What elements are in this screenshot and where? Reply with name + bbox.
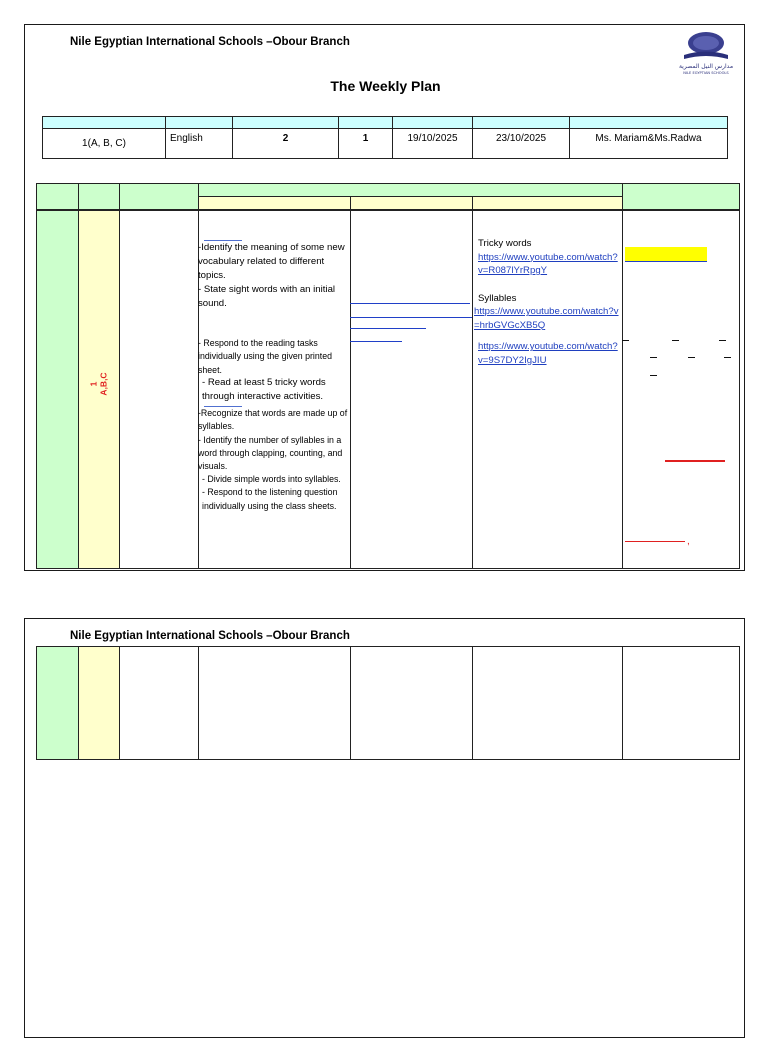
objective-sight-words: - State sight words with an initial sound.	[198, 284, 336, 309]
logo-emblem-icon	[670, 28, 742, 76]
plan-header-col-1	[37, 184, 78, 209]
info-week: 2	[233, 129, 339, 158]
youtube-link-syllables[interactable]: https://www.youtube.com/watch?v=hrbGVGcXB5Q	[474, 306, 619, 331]
info-date-to: 23/10/2025	[473, 129, 570, 158]
school-name-page-2: Nile Egyptian International Schools –Obour Branch	[70, 630, 350, 642]
objectives-block-3	[202, 376, 348, 404]
info-header-cell	[339, 117, 393, 128]
class-letters: A,B,C	[98, 372, 109, 396]
plan-header-col-2	[78, 184, 119, 209]
grade-number: 1	[88, 381, 99, 387]
info-header-cell	[473, 117, 570, 128]
youtube-link-extra[interactable]: https://www.youtube.com/watch?v=9S7DY2IgJIU	[478, 341, 618, 366]
info-header-cell	[166, 117, 233, 128]
resources-block	[474, 237, 622, 367]
page-1	[24, 24, 745, 571]
info-header-cell	[233, 117, 339, 128]
info-date-from: 19/10/2025	[393, 129, 473, 158]
info-term: 1	[339, 129, 393, 158]
plan-table	[36, 183, 740, 569]
svg-text:NILE EGYPTIAN SCHOOLS: NILE EGYPTIAN SCHOOLS	[683, 71, 729, 75]
objective-vocabulary: -Identify the meaning of some new vocabulary related to different topics.	[198, 242, 345, 281]
info-classes: 1(A, B, C)	[43, 129, 166, 158]
objective-tricky-words: - Read at least 5 tricky words through interactive activities.	[202, 377, 326, 402]
plan-header-col-3	[119, 184, 198, 209]
objective-listening: - Respond to the listening question individually using the class sheets.	[202, 487, 338, 511]
school-name: Nile Egyptian International Schools –Obour Branch	[70, 36, 350, 48]
plan2-col-2	[78, 647, 119, 759]
red-comma: ,	[687, 536, 690, 547]
objectives-block-4	[198, 407, 348, 473]
objectives-block-1	[198, 241, 350, 311]
info-header-cell	[43, 117, 166, 128]
plan-header-span	[198, 184, 622, 196]
syllables-label: Syllables	[478, 292, 517, 304]
svg-text:مدارس النيل المصرية: مدارس النيل المصرية	[678, 63, 734, 70]
info-subject: English	[166, 129, 233, 158]
objective-count-syllables: - Identify the number of syllables in a word through clapping, counting, and visuals.	[198, 434, 343, 472]
plan-header-col-last	[622, 184, 739, 209]
info-value-row	[43, 129, 727, 158]
info-teachers: Ms. Mariam&Ms.Radwa	[595, 133, 702, 144]
page-title: The Weekly Plan	[330, 78, 441, 94]
youtube-link-tricky-words[interactable]: https://www.youtube.com/watch?v=R087lYrRpgY	[478, 251, 618, 276]
objective-reading-tasks: - Respond to the reading tasks individually using the given printed sheet.	[198, 338, 332, 375]
objectives-block-2	[198, 337, 350, 377]
tricky-words-label: Tricky words	[478, 238, 532, 249]
plan-subheader-2	[350, 196, 472, 209]
highlight-mark	[625, 247, 707, 262]
page-2	[24, 618, 745, 1038]
info-header-row	[43, 117, 727, 129]
info-header-cell	[393, 117, 473, 128]
plan2-col-1	[37, 647, 78, 759]
grade-class-label	[78, 354, 119, 414]
info-table	[42, 116, 728, 159]
school-logo	[670, 28, 742, 76]
plan-body-col-1	[37, 209, 78, 568]
plan-subheader-3	[472, 196, 622, 209]
plan-table-continued	[36, 646, 740, 760]
plan-subheader-1	[198, 196, 350, 209]
info-header-cell	[570, 117, 727, 128]
objective-recognize-syllables: -Recognize that words are made up of syllables.	[198, 408, 348, 432]
objective-divide-words: - Divide simple words into syllables.	[202, 474, 341, 484]
objectives-block-5	[202, 473, 348, 513]
